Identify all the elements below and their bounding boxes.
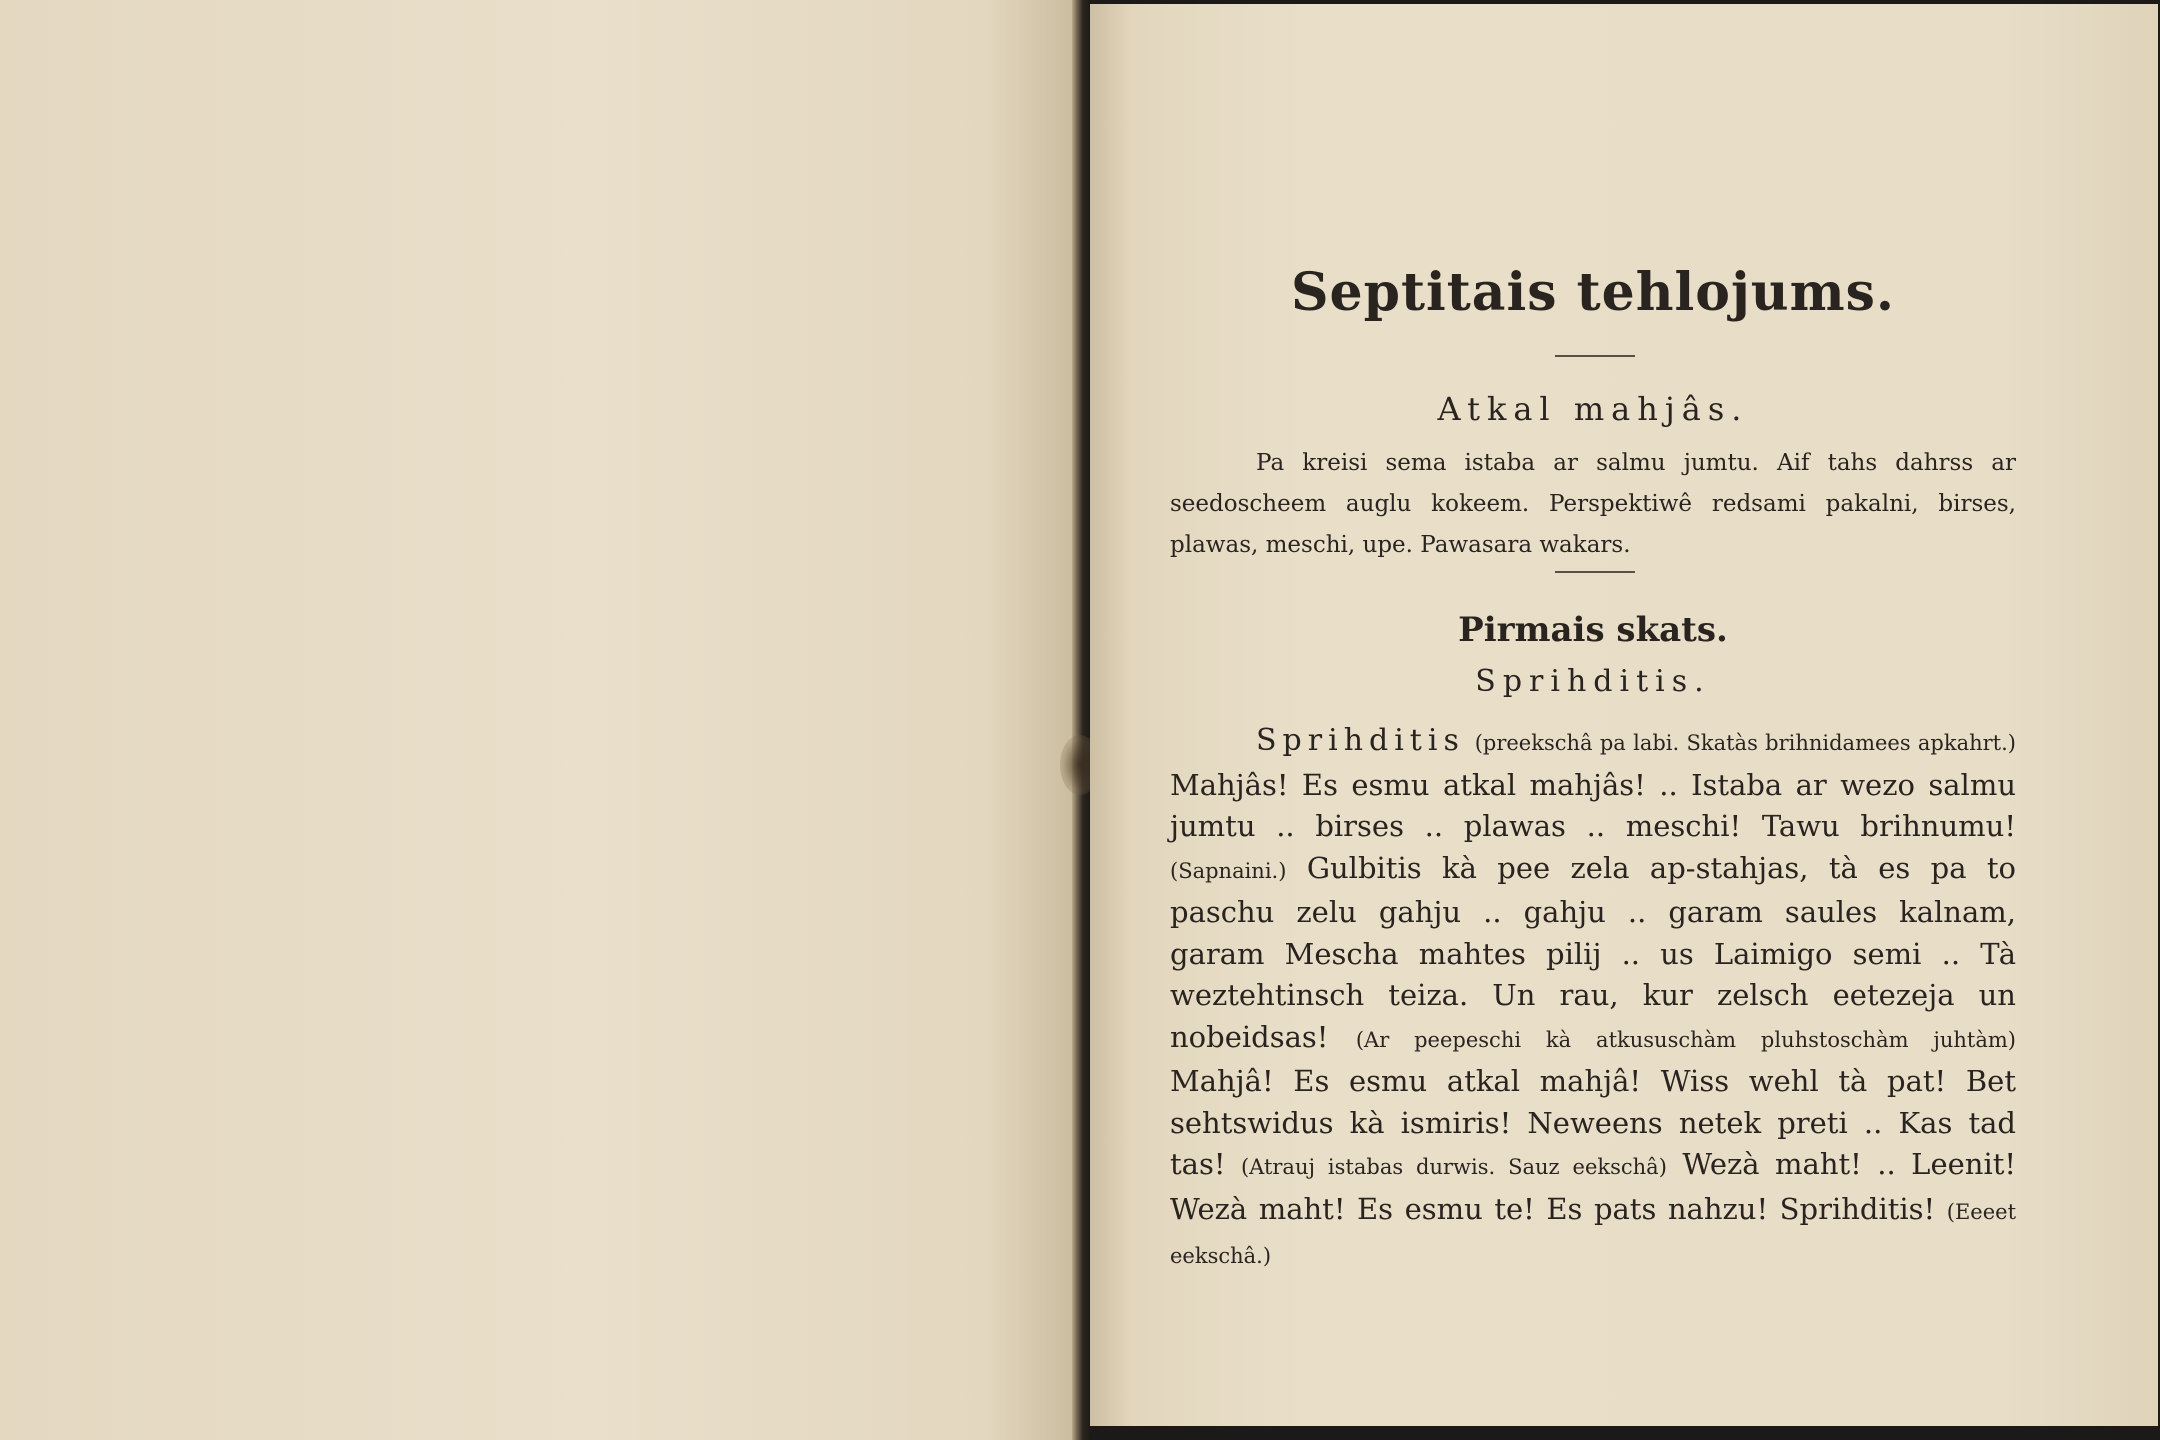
- scene-title: Pirmais skats.: [1458, 610, 1728, 650]
- stage-note: (Sapnaini.): [1170, 858, 1287, 883]
- speech-text: Mahjâ! Es esmu atkal mahjâ! Wiss wehl tà pat! Bet sehtswidus kà ismiris! Neweens netek preti .. Kas tad tas!: [1170, 1064, 2016, 1181]
- book-gutter: [1072, 0, 1090, 1440]
- speech-text: Mahjâs! Es esmu atkal mahjâs! .. Istaba ar wezo salmu jumtu .. birses .. plawas .. meschi! Tawu brihnumu!: [1170, 767, 2016, 843]
- stage-note: (Eeeet eekschâ.): [1170, 1199, 2017, 1268]
- stage-note: (preekschâ pa labi. Skatàs brihnidamees apkahrt.): [1474, 731, 2016, 755]
- scene-character: Sprihditis.: [1475, 664, 1711, 699]
- speech-text: Wezà maht! .. Leenit! Wezà maht! Es esmu te! Es pats nahzu! Sprihditis!: [1170, 1147, 2017, 1226]
- divider-rule: [1555, 355, 1635, 357]
- dialogue-paragraph: [1170, 720, 2016, 1278]
- setting-title: Atkal mahjâs.: [1437, 390, 1749, 428]
- stage-note: (Atrauj istabas durwis. Sauz eekschâ): [1240, 1155, 1667, 1179]
- speech-text: Gulbitis kà pee zela ap-stahjas, tà es pa to paschu zelu gahju .. gahju .. garam saules kalnam, garam Mescha mahtes pilij .. us Laimigo semi .. Tà weztehtinsch teiza. Un rau, kur zelsch eetezeja un nobeidsas!: [1170, 850, 2017, 1054]
- stage-direction: Pa kreisi sema istaba ar salmu jumtu. Aif tahs dahrss ar seedoscheem auglu kokeem. Perspektiwê redsami pakalni, birses, plawas, meschi, upe. Pawasara wakars.: [1170, 450, 2016, 558]
- speaker-name: Sprihditis: [1256, 723, 1465, 758]
- faint-bleed-through: [290, 310, 680, 340]
- divider-rule: [1555, 571, 1635, 573]
- stage-note: (Ar peepeschi kà atkususchàm pluhstoschàm juhtàm): [1355, 1027, 2016, 1052]
- left-page-blank: [0, 0, 1072, 1440]
- act-title: Septitais tehlojums.: [1291, 262, 1895, 323]
